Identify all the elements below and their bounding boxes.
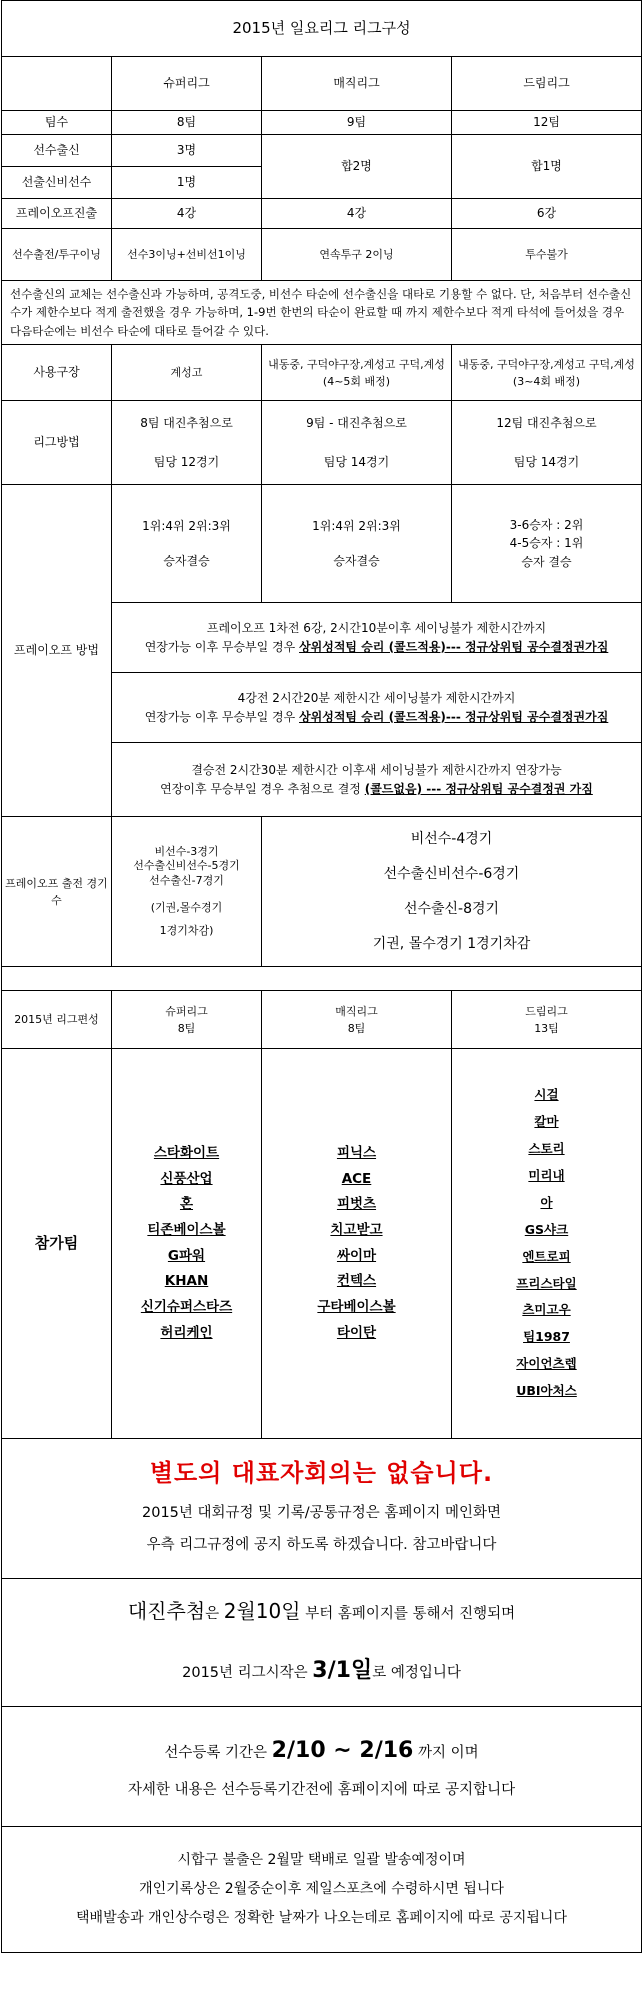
composition-super-name: 슈퍼리그 <box>165 1004 208 1018</box>
pitcher-super: 선수3이닝+선비선1이닝 <box>112 229 262 281</box>
team-dream-6: GS샤크 <box>524 1221 569 1237</box>
playoff-rule-3 <box>112 743 642 817</box>
team-magic-8: 타이탄 <box>336 1324 377 1341</box>
ranking-dream-line2: 4-5승자 : 1위 <box>509 536 584 551</box>
team-magic-2: ACE <box>341 1170 372 1187</box>
composition-dream <box>452 991 642 1049</box>
playoff-rule-3-line1: 결승전 2시간30분 제한시간 이후새 세이닝불가 제한시간까지 연장가능 <box>191 763 562 778</box>
team-magic-6: 컨텍스 <box>336 1273 377 1290</box>
notice-draw-b: 은 <box>205 1606 224 1623</box>
notice-reg-2: 자세한 내용은 선수등록기간전에 홈페이지에 따로 공지합니다 <box>127 1781 516 1798</box>
team-super-6: KHAN <box>164 1273 209 1290</box>
team-count-magic: 9팀 <box>262 111 452 135</box>
playoff-games-right-3: 선수출신-8경기 <box>403 900 500 917</box>
row-label-player-origin: 선수출신 <box>2 135 112 167</box>
league-method-magic <box>262 401 452 485</box>
notice-registration <box>2 1707 642 1827</box>
team-count-super: 8팀 <box>112 111 262 135</box>
league-method-super-line2: 팀당 12경기 <box>153 454 220 469</box>
row-label-nonplayer-origin: 선출신비선수 <box>2 167 112 199</box>
playoff-games-left-2: 선수출신비선수-5경기 <box>133 859 240 873</box>
pitcher-dream: 투수불가 <box>452 229 642 281</box>
row-label-team-count: 팀수 <box>2 111 112 135</box>
team-dream-5: 아 <box>540 1194 553 1210</box>
row-label-playoff-method: 프레이오프 방법 <box>2 485 112 817</box>
team-super-4: 티존베이스볼 <box>147 1222 226 1239</box>
playoff-rule-2 <box>112 673 642 743</box>
notice-reg-c: 까지 이며 <box>413 1744 479 1761</box>
row-label-teams: 참가팀 <box>2 1049 112 1439</box>
league-header-super: 슈퍼리그 <box>112 57 262 111</box>
team-magic-3: 피벗츠 <box>336 1196 377 1213</box>
row-label-playoff: 프레이오프진출 <box>2 199 112 229</box>
composition-magic <box>262 991 452 1049</box>
playoff-games-left-5: 1경기차감) <box>159 923 214 937</box>
team-dream-2: 칼마 <box>534 1114 559 1130</box>
playoff-rule-3-line2b: (콜드없음) --- 정규상위팀 공수결정권 가짐 <box>364 781 593 796</box>
ranking-super-line2: 승자결승 <box>163 553 210 568</box>
team-super-5: G파워 <box>167 1247 206 1264</box>
row-label-league-method: 리그방법 <box>2 401 112 485</box>
team-dream-12: UBI아처스 <box>516 1383 577 1399</box>
league-method-dream <box>452 401 642 485</box>
replacement-note: 선수출신의 교체는 선수출신과 가능하며, 공격도중, 비선수 타순에 선수출신을 대타로 기용할 수 없다. 단, 처음부터 선수출신수가 제한수보다 적게 출전했을 경우 가능하며, 1-9번 한번의 타순이 완료할 때 까지 제한수보다 적게 타석에 들어섰을 경우 다음타순에는 비선수 타순에 대타로 들어갈 수 있다. <box>2 281 642 345</box>
playoff-rule-3-line2a: 연장이후 무승부일 경우 추첨으로 결정 <box>160 781 365 796</box>
notice-meeting <box>2 1439 642 1579</box>
playoff-rule-2-line2 <box>115 708 638 727</box>
playoff-rule-1 <box>112 603 642 673</box>
row-label-playoff-games: 프레이오프 출전 경기수 <box>2 817 112 967</box>
playoff-games-right-1: 비선수-4경기 <box>410 830 493 847</box>
teams-dream <box>452 1049 642 1439</box>
notice-start-b: 3/1일 <box>312 1658 373 1684</box>
league-document <box>1 0 641 1953</box>
ranking-super <box>112 485 262 603</box>
team-super-3: 혼 <box>179 1196 194 1213</box>
notice-draw <box>2 1579 642 1707</box>
spacer-row <box>2 967 642 991</box>
composition-magic-name: 매직리그 <box>335 1004 378 1018</box>
playoff-games-left-3: 선수출신-7경기 <box>149 874 224 888</box>
ranking-magic-line2: 승자결승 <box>333 553 380 568</box>
notice-reg-line <box>5 1727 638 1775</box>
league-method-super <box>112 401 262 485</box>
team-dream-9: 츠미고우 <box>522 1302 571 1318</box>
pitcher-magic: 연속투구 2이닝 <box>262 229 452 281</box>
team-magic-7: 구타베이스볼 <box>317 1298 396 1315</box>
playoff-magic: 4강 <box>262 199 452 229</box>
notice-foot-1: 시합구 불출은 2월말 택배로 일괄 발송예정이며 <box>177 1851 466 1868</box>
league-method-super-line1: 8팀 대진추첨으로 <box>140 416 233 431</box>
notice-start-a: 2015년 리그시작은 <box>182 1665 313 1682</box>
ranking-dream <box>452 485 642 603</box>
composition-magic-count: 8팀 <box>347 1021 366 1035</box>
stadium-magic: 내동중, 구덕야구장,계성고 구덕,계성(4~5회 배정) <box>262 345 452 401</box>
composition-super <box>112 991 262 1049</box>
composition-dream-count: 13팀 <box>534 1021 559 1035</box>
notice-foot-2: 개인기록상은 2월중순이후 제일스포츠에 수령하시면 됩니다 <box>139 1880 504 1897</box>
league-method-dream-line2: 팀당 14경기 <box>513 454 580 469</box>
notice-foot-3: 택배발송과 개인상수령은 정확한 날짜가 나오는데로 홈페이지에 따로 공지됩니다 <box>76 1910 567 1927</box>
playoff-rule-2-line2a: 연장가능 이후 무승부일 경우 <box>144 709 300 724</box>
playoff-games-left <box>112 817 262 967</box>
ranking-magic-line1: 1위:4위 2위:3위 <box>312 519 401 534</box>
playoff-games-left-4: (기권,몰수경기 <box>150 901 223 915</box>
playoff-games-right <box>262 817 642 967</box>
notice-draw-a: 대진추첨 <box>127 1599 206 1624</box>
header-empty-cell <box>2 57 112 111</box>
team-dream-11: 자이언츠렙 <box>516 1356 577 1372</box>
notice-start-line <box>5 1647 638 1695</box>
playoff-games-left-1: 비선수-3경기 <box>154 844 219 858</box>
notice-draw-d: 부터 홈페이지를 통해서 진행되며 <box>300 1606 516 1623</box>
teams-super <box>112 1049 262 1439</box>
stadium-dream: 내동중, 구덕야구장,계성고 구덕,계성(3~4회 배정) <box>452 345 642 401</box>
team-dream-7: 엔트로피 <box>522 1248 571 1264</box>
ranking-super-line1: 1위:4위 2위:3위 <box>142 519 231 534</box>
ranking-magic <box>262 485 452 603</box>
playoff-super: 4강 <box>112 199 262 229</box>
league-header-magic: 매직리그 <box>262 57 452 111</box>
stadium-super: 계성고 <box>112 345 262 401</box>
league-method-dream-line1: 12팀 대진추첨으로 <box>496 416 597 431</box>
notice-red-title: 별도의 대표자회의는 없습니다. <box>149 1459 494 1488</box>
notice-reg-b: 2/10 ~ 2/16 <box>271 1737 414 1763</box>
team-dream-4: 미리내 <box>528 1168 565 1184</box>
playoff-rule-1-line2 <box>115 638 638 657</box>
team-magic-1: 피닉스 <box>336 1145 377 1162</box>
playoff-rule-1-line2b: 상위성적팀 승리 (콜드적용)--- 정규상위팀 공수결정권가짐 <box>299 639 609 654</box>
row-label-pitcher: 선수출전/투구이닝 <box>2 229 112 281</box>
playoff-games-right-4: 기권, 몰수경기 1경기차감 <box>372 935 531 952</box>
notice-draw-line <box>5 1589 638 1633</box>
composition-dream-name: 드림리그 <box>525 1004 568 1018</box>
teams-magic <box>262 1049 452 1439</box>
playoff-rule-2-line1: 4강전 2시간20분 제한시간 세이닝불가 제한시간까지 <box>237 691 516 706</box>
composition-super-count: 8팀 <box>177 1021 196 1035</box>
playoff-rule-2-line2b: 상위성적팀 승리 (콜드적용)--- 정규상위팀 공수결정권가짐 <box>299 709 609 724</box>
team-dream-1: 시걸 <box>534 1087 559 1103</box>
team-super-2: 신풍산업 <box>160 1170 213 1187</box>
ranking-dream-line1: 3-6승자 : 2위 <box>509 517 584 532</box>
team-super-1: 스타화이트 <box>153 1145 220 1162</box>
team-dream-8: 프리스타일 <box>516 1275 577 1291</box>
league-table <box>1 0 642 1953</box>
notice-rules-1: 2015년 대회규정 및 기록/공통규정은 홈페이지 메인화면 <box>142 1505 501 1522</box>
notice-footer <box>2 1827 642 1953</box>
playoff-games-right-2: 선수출신비선수-6경기 <box>383 865 520 882</box>
team-dream-10: 팀1987 <box>523 1329 570 1345</box>
page-title: 2015년 일요리그 리그구성 <box>2 1 642 57</box>
playoff-dream: 6강 <box>452 199 642 229</box>
playoff-rule-1-line1: 프레이오프 1차전 6강, 2시간10분이후 세이닝불가 제한시간까지 <box>206 621 547 636</box>
team-magic-4: 치고받고 <box>330 1222 383 1239</box>
team-count-dream: 12팀 <box>452 111 642 135</box>
notice-reg-a: 선수등록 기간은 <box>164 1744 272 1761</box>
row-label-composition: 2015년 리그편성 <box>2 991 112 1049</box>
league-header-dream: 드림리그 <box>452 57 642 111</box>
player-origin-super: 3명 <box>112 135 262 167</box>
origin-total-magic: 합2명 <box>262 135 452 199</box>
notice-draw-c: 2월10일 <box>223 1599 301 1624</box>
team-dream-3: 스토리 <box>528 1141 565 1157</box>
team-super-8: 허리케인 <box>160 1324 213 1341</box>
notice-rules-2: 우측 리그규정에 공지 하도록 하겠습니다. 참고바랍니다 <box>146 1537 497 1554</box>
ranking-dream-line3: 승자 결승 <box>521 554 572 569</box>
nonplayer-origin-super: 1명 <box>112 167 262 199</box>
team-super-7: 신기슈퍼스타즈 <box>140 1298 233 1315</box>
origin-total-dream: 합1명 <box>452 135 642 199</box>
league-method-magic-line1: 9팀 - 대진추첨으로 <box>306 416 407 431</box>
notice-start-c: 로 예정입니다 <box>372 1665 461 1682</box>
playoff-rule-3-line2 <box>115 780 638 799</box>
team-magic-5: 싸이마 <box>336 1247 377 1264</box>
row-label-stadium: 사용구장 <box>2 345 112 401</box>
league-method-magic-line2: 팀당 14경기 <box>323 454 390 469</box>
playoff-rule-1-line2a: 연장가능 이후 무승부일 경우 <box>144 639 300 654</box>
